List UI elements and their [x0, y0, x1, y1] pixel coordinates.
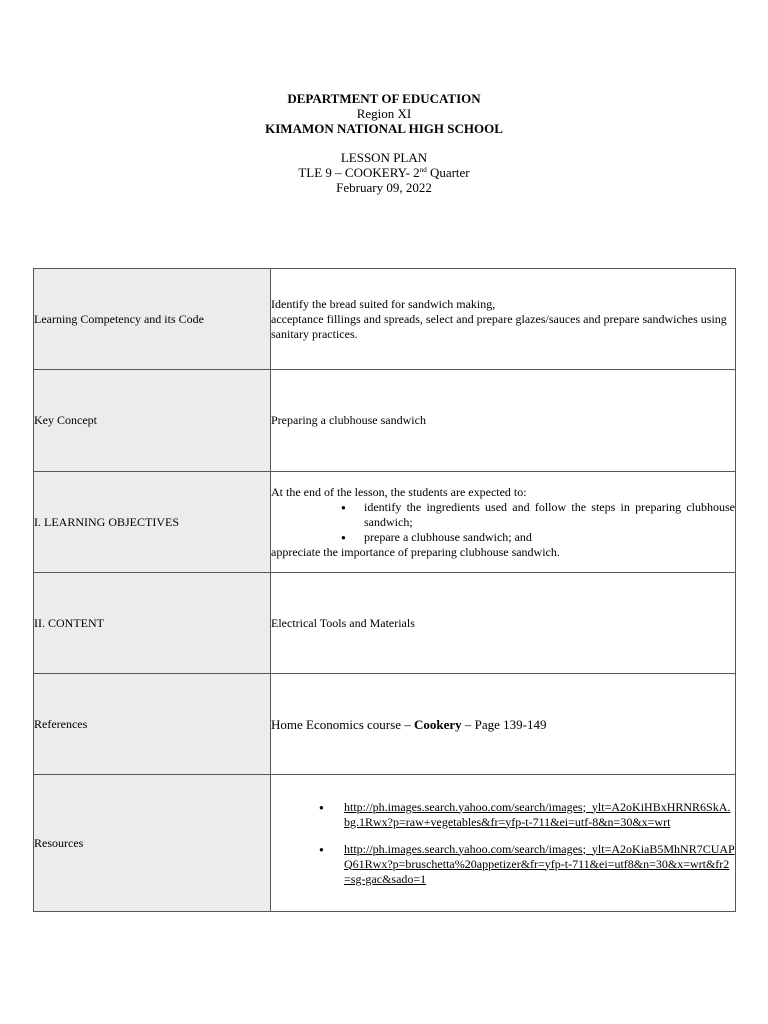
- resources-list: [271, 800, 735, 887]
- row-label-competency: Learning Competency and its Code: [34, 269, 271, 370]
- row-label-objectives: I. LEARNING OBJECTIVES: [34, 472, 271, 573]
- list-item: [271, 842, 735, 887]
- row-label-content: II. CONTENT: [34, 573, 271, 674]
- row-value-objectives: [271, 472, 736, 573]
- competency-line: acceptance fillings and spreads, select and prepare glazes/sauces and prepare sandwiches using sanitary practices.: [271, 311, 727, 341]
- list-item: ● identify the ingredients used and follow the steps in preparing clubhouse sandwich;: [271, 500, 735, 530]
- objectives-closing: appreciate the importance of preparing clubhouse sandwich.: [271, 544, 560, 559]
- list-item: [271, 800, 735, 830]
- table-row: [34, 370, 736, 472]
- resource-link[interactable]: http://ph.images.search.yahoo.com/search/images;_ylt=A2oKiaB5MhNR7CUAPQ61Rwx?p=bruschetta%20appetizer&fr=yfp-t-711&ei=utf8&n=30&x=wrt&fr2=sg-gac&sado=1: [344, 841, 735, 886]
- resource-link[interactable]: http://ph.images.search.yahoo.com/search/images;_ylt=A2oKiHBxHRNR6SkA.bg.1Rwx?p=raw+vegetables&fr=yfp-t-711&ei=utf-8&n=30&x=wrt: [344, 799, 731, 829]
- table-row: [34, 472, 736, 573]
- row-label-resources: Resources: [34, 775, 271, 912]
- table-row: [34, 674, 736, 775]
- document-header: [0, 91, 768, 195]
- row-label-key-concept: Key Concept: [34, 370, 271, 472]
- table-row: [34, 775, 736, 912]
- row-label-references: References: [34, 674, 271, 775]
- school-name: KIMAMON NATIONAL HIGH SCHOOL: [265, 121, 503, 136]
- department-title: DEPARTMENT OF EDUCATION: [287, 91, 481, 106]
- row-value-key-concept: Preparing a clubhouse sandwich: [271, 370, 736, 472]
- lesson-plan-table: [33, 268, 736, 912]
- document-type: LESSON PLAN: [340, 150, 428, 165]
- objectives-intro: At the end of the lesson, the students are expected to:: [271, 484, 527, 499]
- competency-line: Identify the bread suited for sandwich making,: [271, 296, 496, 311]
- table-row: [34, 269, 736, 370]
- row-value-competency: [271, 269, 736, 370]
- subject-line: TLE 9 – COOKERY- 2nd Quarter: [298, 165, 470, 180]
- objectives-list: [271, 500, 735, 545]
- region-line: Region XI: [356, 106, 412, 121]
- references-bold: Cookery: [413, 716, 462, 732]
- row-value-content: Electrical Tools and Materials: [271, 573, 736, 674]
- table-row: [34, 573, 736, 674]
- row-value-resources: [271, 775, 736, 912]
- lesson-date: February 09, 2022: [336, 180, 432, 195]
- row-value-references: Home Economics course – Cookery – Page 139-149: [271, 674, 736, 775]
- list-item: ● prepare a clubhouse sandwich; and: [271, 530, 735, 545]
